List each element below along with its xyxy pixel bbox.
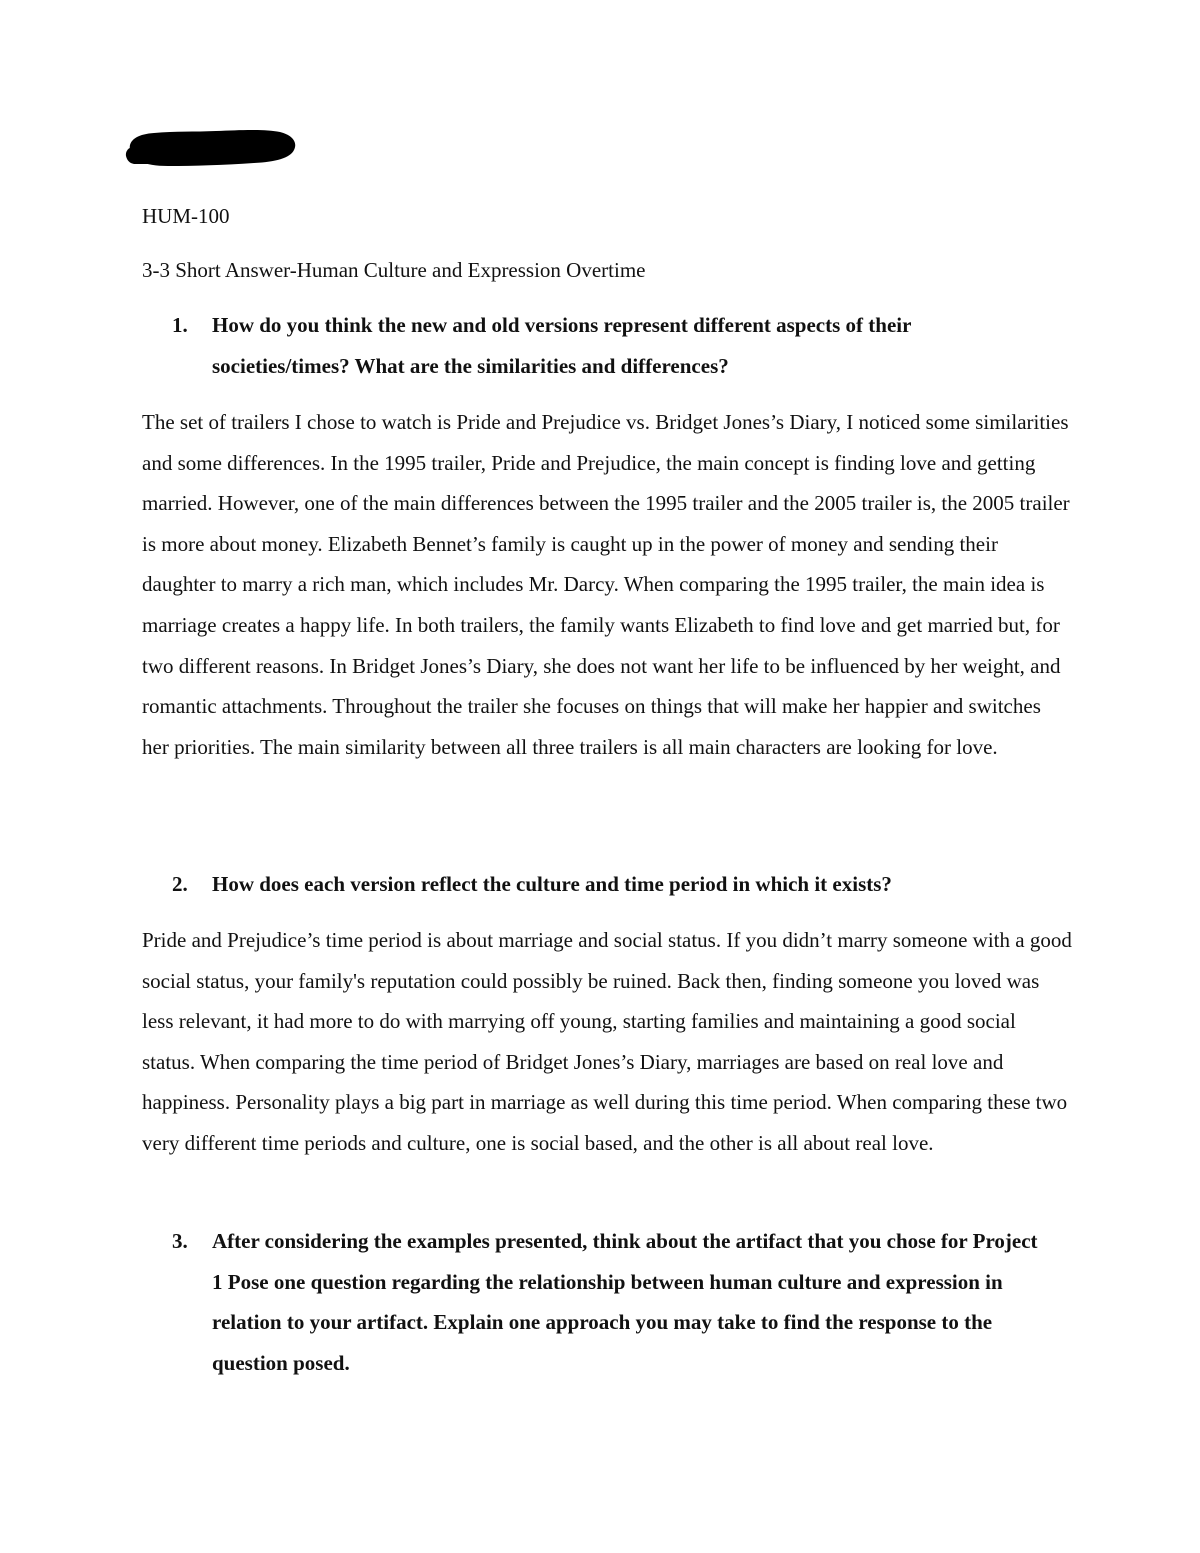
question-2-text: How does each version reflect the culture and time period in which it exists? xyxy=(212,872,892,896)
question-3 xyxy=(172,1221,1052,1383)
answer-2: Pride and Prejudice’s time period is about marriage and social status. If you didn’t marry someone with a good social status, your family's reputation could possibly be ruined. Back then, finding someone you loved was less relevant, it had more to do with marrying off young, starting families and maintaining a good social status. When comparing the time period of Bridget Jones’s Diary, marriages are based on real love and happiness. Personality plays a big part in marriage as well during this time period. When comparing these two very different time periods and culture, one is social based, and the other is all about real love. xyxy=(142,928,1072,1155)
question-3-text: After considering the examples presented, think about the artifact that you chose for Project 1 Pose one question regarding the relationship between human culture and expression in relation to your artifact. Explain one approach you may take to find the response to the question posed. xyxy=(212,1229,1038,1375)
question-3-number: 3. xyxy=(172,1229,188,1253)
answer-1: The set of trailers I chose to watch is Pride and Prejudice vs. Bridget Jones’s Diary, I noticed some similarities and some differences. In the 1995 trailer, Pride and Prejudice, the main concept is finding love and getting married. However, one of the main differences between the 1995 trailer and the 2005 trailer is, the 2005 trailer is more about money. Elizabeth Bennet’s family is caught up in the power of money and sending their daughter to marry a rich man, which includes Mr. Darcy. When comparing the 1995 trailer, the main idea is marriage creates a happy life. In both trailers, the family wants Elizabeth to find love and get married but, for two different reasons. In Bridget Jones’s Diary, she does not want her life to be influenced by her weight, and romantic attachments. Throughout the trailer she focuses on things that will make her happier and switches her priorities. The main similarity between all three trailers is all main characters are looking for love. xyxy=(142,410,1070,759)
question-2 xyxy=(172,864,1052,905)
question-1 xyxy=(172,305,1052,386)
course-code: HUM-100 xyxy=(142,204,230,228)
redacted-name-mark xyxy=(124,128,296,168)
question-2-number: 2. xyxy=(172,872,188,896)
question-1-number: 1. xyxy=(172,313,188,337)
assignment-title: 3-3 Short Answer-Human Culture and Expression Overtime xyxy=(142,258,646,282)
question-1-text: How do you think the new and old versions represent different aspects of their societies/times? What are the similarities and differences? xyxy=(212,313,912,378)
